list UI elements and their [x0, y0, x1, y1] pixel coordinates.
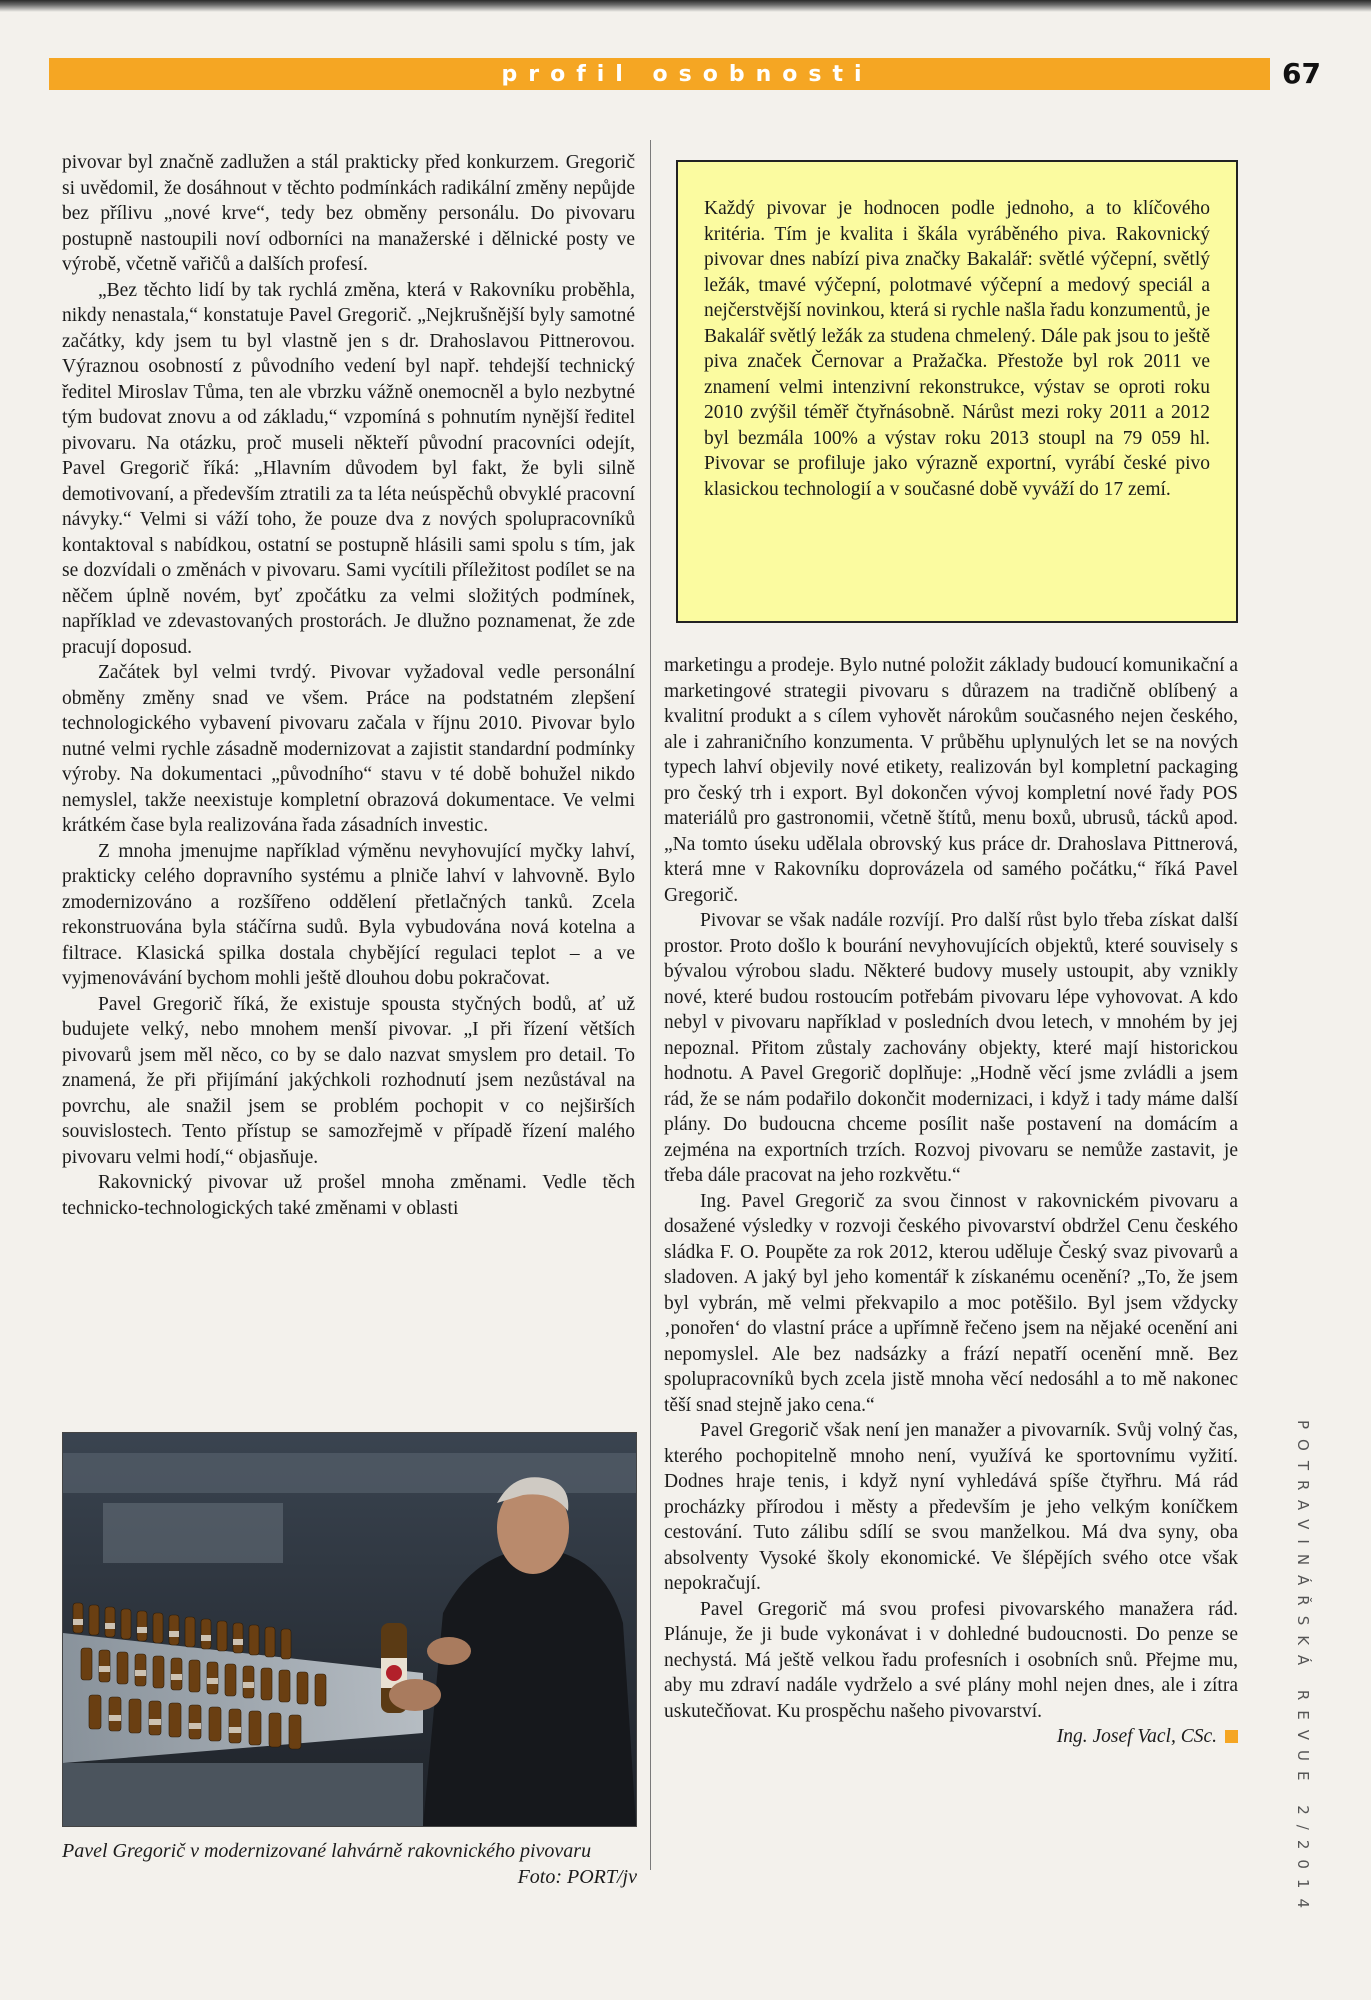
bottling-line-photo: [63, 1433, 636, 1826]
article-photo: [62, 1432, 637, 1827]
article-end-mark: [1225, 1730, 1238, 1743]
photo-credit: Foto: PORT/jv: [517, 1866, 637, 1888]
journal-spine-label: POTRAVINÁŘSKÁ REVUE 2/2014: [1294, 1420, 1312, 1919]
photo-caption: [62, 1838, 637, 1890]
article-paragraph: Pavel Gregorič však není jen manažer a pivovarník. Svůj volný čas, kterého pochopitelně mnoho není, využívá ke sportovnímu vyžití. Dodnes hraje tenis, i když nyní vyhledává spíše čtyřhru. Má rád procházky přírodou i městy a především je jeho velkým koníčkem cestování. Tuto zálibu sdílí se svou manželkou. Má dva syny, oba absolventy Vysoké školy ekonomické. Ve šlépějích svého otce však nepokračují.: [664, 1420, 1238, 1594]
column-divider: [650, 140, 651, 1870]
page-number: 67: [1282, 57, 1321, 90]
article-left-column: [62, 150, 635, 1221]
article-paragraph: Začátek byl velmi tvrdý. Pivovar vyžadoval vedle personální obměny změny snad ve všem. Práce na podstatném zlepšení technologického vybavení pivovaru začala v říjnu 2010. Pivovar bylo nutné velmi rychle zásadně modernizovat a zajistit standardní podmínky výroby. Na dokumentaci „původního“ stavu v té době bohužel nikdo nemyslel, takže neexistuje kompletní obrazová dokumentace. Ve velmi krátkém čase byla realizována řada zásadních investic.: [62, 662, 635, 836]
article-paragraph: Rakovnický pivovar už prošel mnoha změnami. Vedle těch technicko-technologických také změnami v oblasti: [62, 1172, 635, 1219]
article-right-column: [664, 653, 1238, 1750]
article-paragraph: Pivovar se však nadále rozvíjí. Pro další růst bylo třeba získat další prostor. Proto došlo k bourání nevyhovujících objektů, které souvisely s bývalou výrobou sladu. Některé budovy musely ustoupit, aby vznikly nové, které budou rostoucím potřebám pivovaru lépe vyhovovat. A kdo nebyl v pivovaru například v posledních dvou letech, v mnohém by jej nepoznal. Přitom zůstaly zachovány objekty, které mají historickou hodnotu. A Pavel Gregorič doplňuje: „Hodně věcí jsme zvládli a jsem rád, že se nám podařilo dokončit modernizaci, i když i tady máme další plány. Do budoucna chceme posílit naše postavení na domácím a zejména na exportních trzích. Rozvoj pivovaru se nemůže zastavit, je třeba dále pracovat na jeho rozkvětu.“: [664, 910, 1238, 1186]
section-header-bar: [49, 58, 1270, 90]
article-paragraph: „Bez těchto lidí by tak rychlá změna, která v Rakovníku proběhla, nikdy nenastala,“ konstatuje Pavel Gregorič. „Nejkrušnější byly samotné začátky, kdy jsem tu byl vlastně jen s dr. Drahoslavou Pittnerovou. Výraznou osobností z původního vedení byl např. tehdejší technický ředitel Miroslav Tůma, ten ale vbrzku vážně onemocněl a bylo nezbytné tým budovat znovu a od základu,“ vzpomíná s pohnutím nynější ředitel pivovaru. Na otázku, proč museli někteří původní pracovníci odejít, Pavel Gregorič říká: „Hlavním důvodem byl fakt, že byli silně demotivovaní, a především ztratili za ta léta neúspěchů obvyklé pracovní návyky.“ Velmi si váží toho, že pouze dva z nových spolupracovníků kontaktoval s nabídkou, ostatní se postupně hlásili sami spolu s tím, jak se dozvídali o změnách v pivovaru. Sami vycítili příležitost podílet se na něčem úplně novém, byť zpočátku za velmi složitých podmínek, například ve zdevastovaných prostorách. Je dlužno poznamenat, že zde pracují doposud.: [62, 279, 635, 658]
author-signature: [1021, 1724, 1238, 1750]
info-sidebar-box: [676, 160, 1238, 623]
article-paragraph: Z mnoha jmenujme například výměnu nevyhovující myčky lahví, prakticky celého dopravního systému a plniče lahví v lahvovně. Bylo zmodernizováno a rozšířeno oddělení přetlačných tanků. Zcela rekonstruována byla stáčírna sudů. Byla vybudována nová kotelna a filtrace. Klasická spilka dostala chybějící regulaci teplot – a ve vyjmenovávání bychom mohli ještě dlouhou dobu pokračovat.: [62, 840, 635, 989]
article-paragraph: Pavel Gregorič říká, že existuje spousta styčných bodů, ať už budujete velký, nebo mnohem menší pivovar. „I při řízení větších pivovarů jsem měl něco, co by se dalo nazvat smyslem pro detail. To znamená, že při přijímání jakýchkoli rozhodnutí jsem nezůstával na povrchu, ale snažil jsem se problém pochopit v co nejširších souvislostech. Tento přístup se samozřejmě v případě řízení malého pivovaru velmi hodí,“ objasňuje.: [62, 993, 635, 1168]
article-paragraph-text: Pavel Gregorič má svou profesi pivovarského manažera rád. Plánuje, že ji bude vykonávat i v dohledné budoucnosti. Do penze se nechystá. Má ještě velkou řadu profesních i osobních snů. Přejme mu, aby mu zdraví nadále vydrželo a své plány mohl nejen dnes, ale i zítra uskutečňovat. Ku prospěchu našeho pivovarství.: [664, 1598, 1238, 1722]
article-paragraph: Ing. Pavel Gregorič za svou činnost v rakovnickém pivovaru a dosažené výsledky v rozvoji českého pivovarství obdržel Cenu českého sládka F. O. Poupěte za rok 2012, kterou uděluje Český svaz pivovarů a sladoven. A jaký byl jeho komentář k získanému ocenění? „To, že jsem byl vybrán, mě velmi překvapilo a moc potěšilo. Byl jsem vždycky ‚ponořen‘ do vlastní práce a upřímně řečeno jsem na nějaké ocenění ani nepomyslel. Ale bez nadsázky a frází nepatří ocenění mně. Bez spolupracovníků bych zcela jistě mnoha věcí nedosáhl a to mě nakonec těší snad stejně jako cena.“: [664, 1190, 1238, 1416]
article-paragraph: marketingu a prodeje. Bylo nutné položit základy budoucí komunikační a marketingové strategii pivovaru s důrazem na tradičně oblíbený a kvalitní produkt a s cílem vyhovět nárokům současného nejen českého, ale i zahraničního konzumenta. V průběhu uplynulých let se na nových typech lahví objevily nové etikety, realizován byl kompletní packaging pro český trh i export. Byl dokončen vývoj kompletní nové řady POS materiálů pro gastronomii, včetně štítů, menu boxů, ubrusů, tácků apod. „Na tomto úseku udělala obrovský kus práce dr. Drahoslava Pittnerová, která mne v Rakovníku doprovázela od samého počátku,“ říká Pavel Gregorič.: [664, 655, 1239, 906]
caption-text: Pavel Gregorič v modernizované lahvárně rakovnického pivovaru: [62, 1840, 592, 1862]
article-paragraph-final: [664, 1597, 1238, 1747]
section-title: profil osobnosti: [501, 61, 873, 87]
article-paragraph: pivovar byl značně zadlužen a stál prakticky před konkurzem. Gregorič si uvědomil, že dosáhnout v těchto podmínkách radikální změny nepůjde bez přílivu „nové krve“, tedy bez obměny personálu. Do pivovaru postupně nastoupili noví odborníci na manažerské i dělnické posty ve výrobě, včetně vařičů a dalších profesí.: [62, 152, 635, 275]
author-name: Ing. Josef Vacl, CSc.: [1056, 1726, 1217, 1747]
info-box-text: Každý pivovar je hodnocen podle jednoho, a to klíčového kritéria. Tím je kvalita i škála vyráběného piva. Rakovnický pivovar dnes nabízí piva značky Bakalář: světlé výčepní, světlý ležák, tmavé výčepní, polotmavé výčepní a medový speciál a nejčerstvější novinkou, která si rychle našla řadu konzumentů, je Bakalář světlý ležák za studena chmelený. Dále pak jsou to ještě piva značek Černovar a Pražačka. Přestože byl rok 2011 ve znamení velmi intenzivní rekonstrukce, výstav se oproti roku 2010 zvýšil téměř čtyřnásobně. Nárůst mezi roky 2011 a 2012 byl bezmála 100% a výstav roku 2013 stoupl na 79 059 hl. Pivovar se profiluje jako výrazně exportní, vyrábí české pivo klasickou technologií a v současné době vyváží do 17 zemí.: [704, 198, 1210, 500]
page-top-edge: [0, 0, 1371, 12]
